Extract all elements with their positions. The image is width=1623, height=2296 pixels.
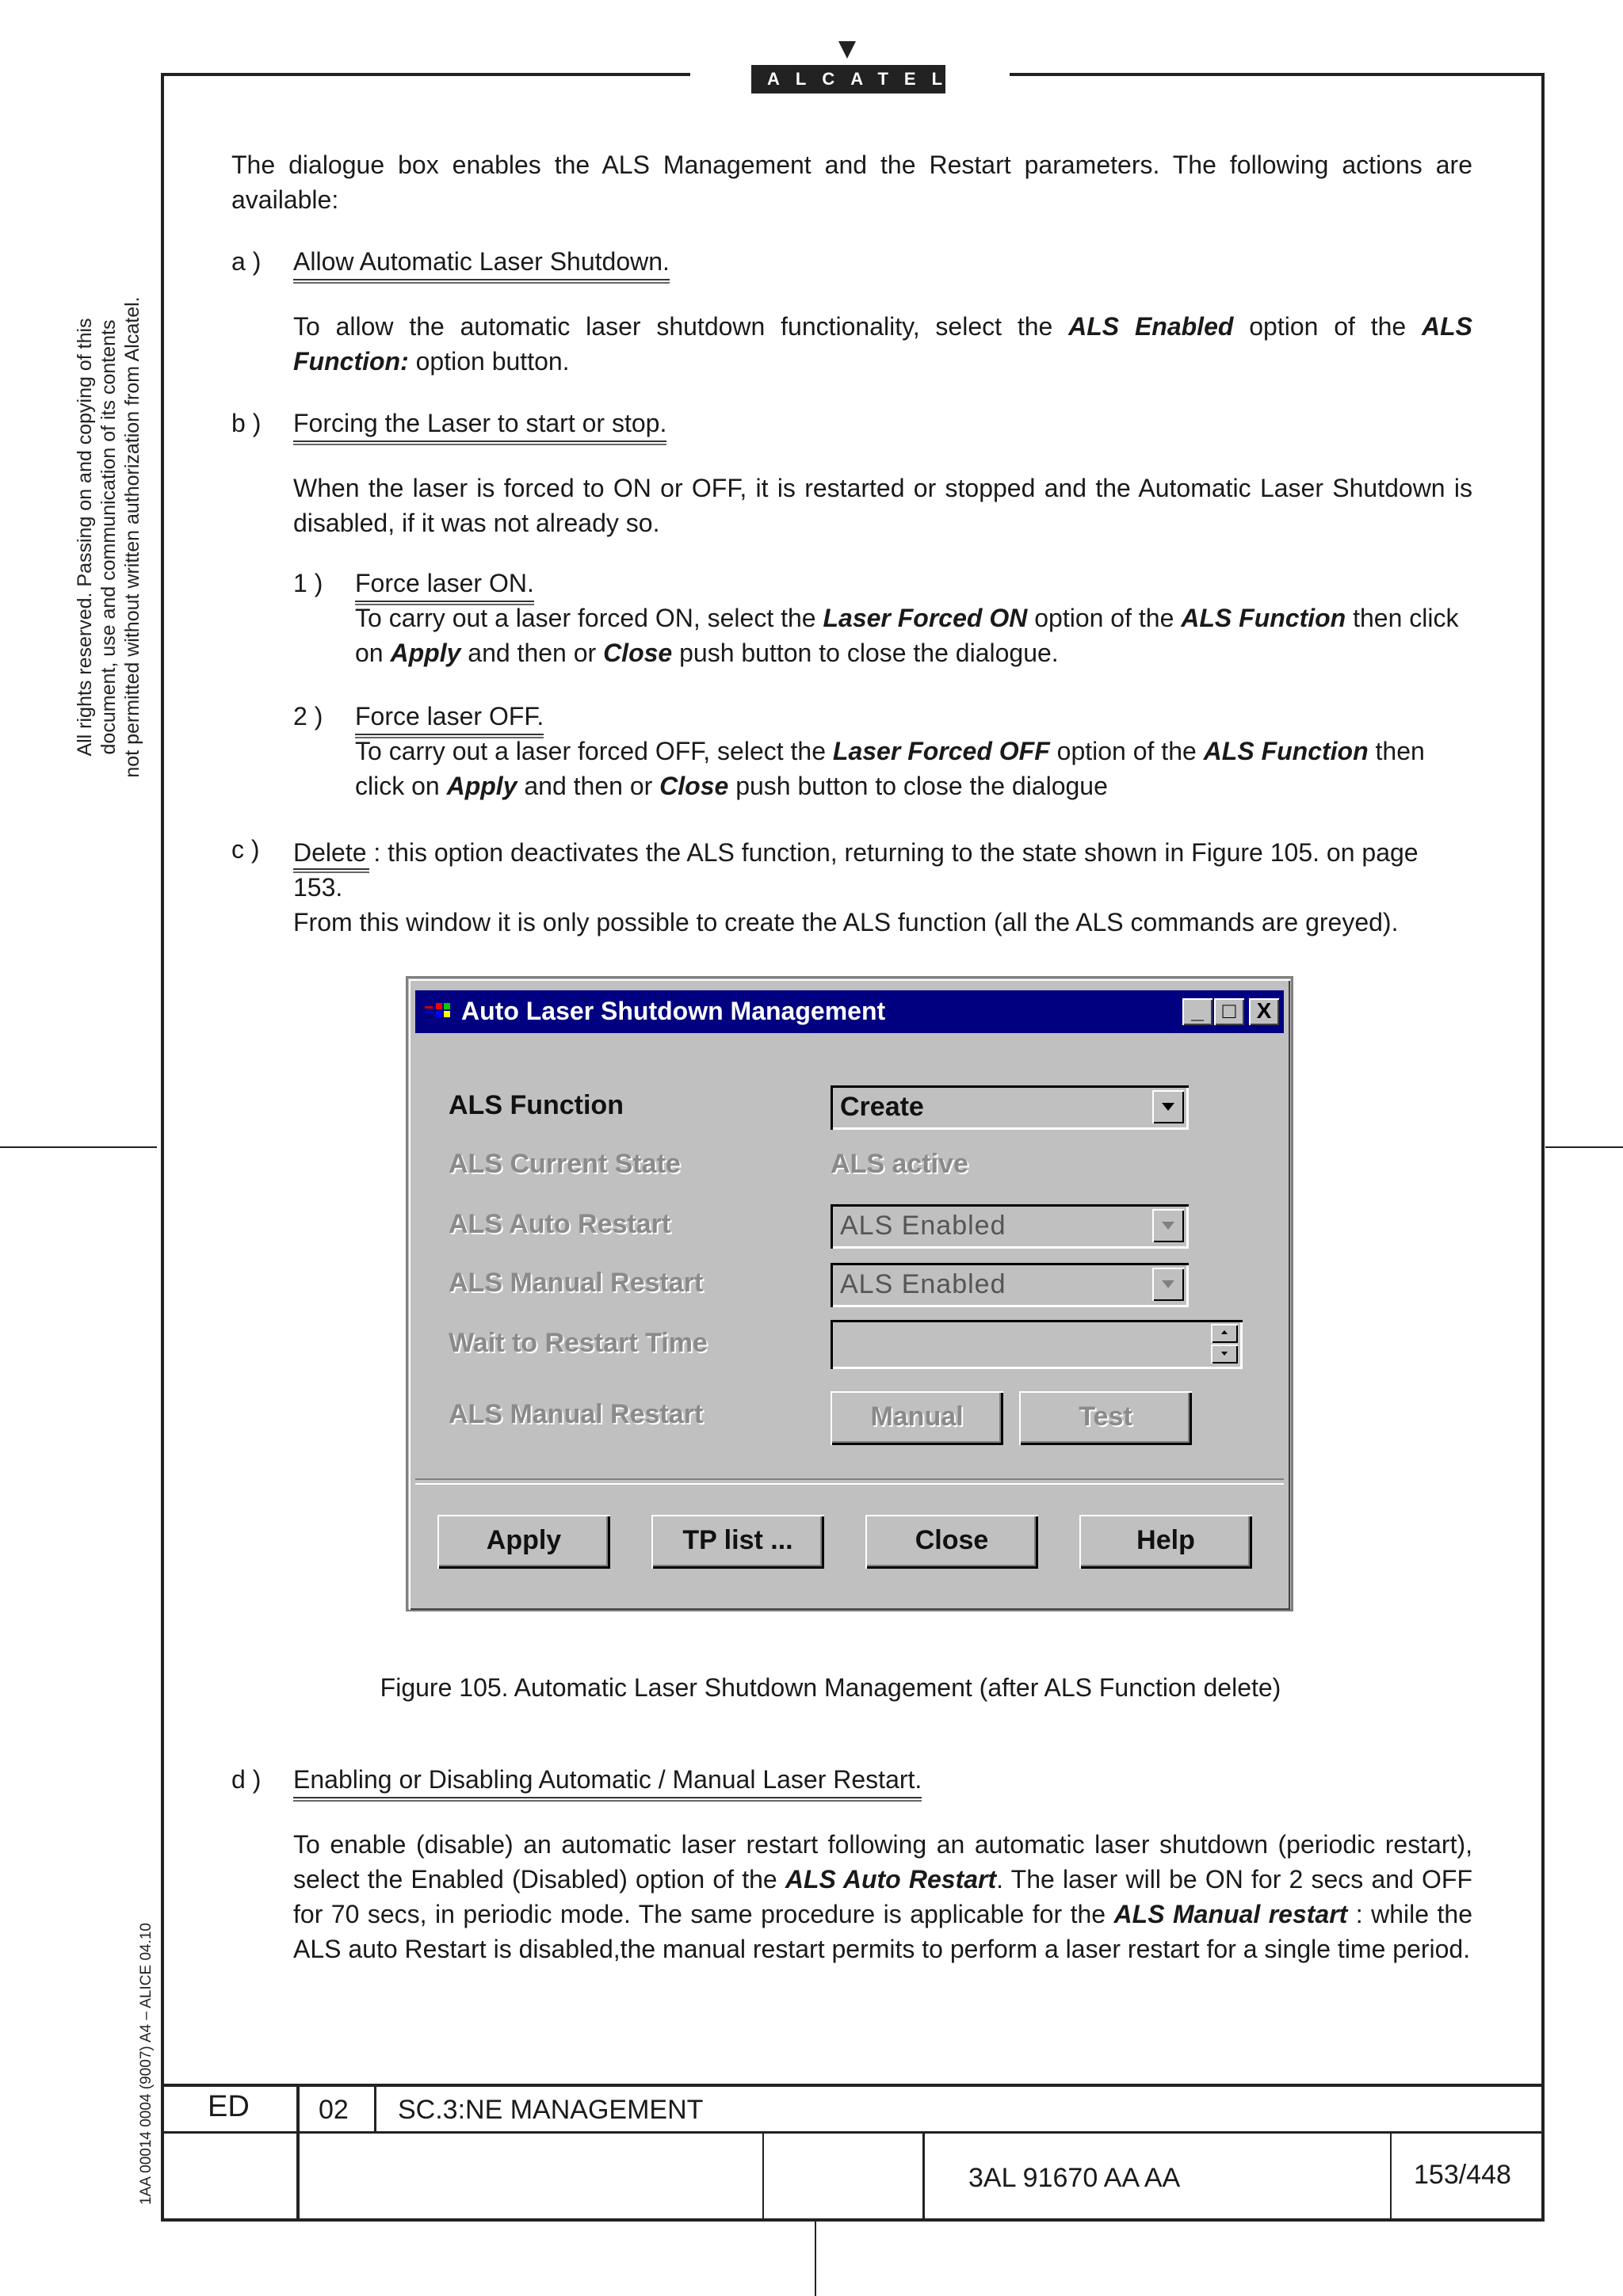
- item-paragraph: When the laser is forced to ON or OFF, it is restarted or stopped and the Automatic Laser Shutdown is disabled, if it was not already so.: [293, 474, 1472, 537]
- fold-mark-right: [1545, 1146, 1623, 1148]
- close-window-button[interactable]: X: [1249, 998, 1279, 1025]
- page-frame-right: [1541, 73, 1545, 2222]
- minimize-button[interactable]: _: [1182, 998, 1212, 1025]
- wait-to-restart-spinner[interactable]: [831, 1320, 1243, 1369]
- als-current-state-value: ALS active: [831, 1149, 968, 1179]
- item-marker: c ): [231, 835, 260, 864]
- als-manual-restart-label: ALS Manual Restart: [449, 1268, 704, 1298]
- item-heading: Allow Automatic Laser Shutdown.: [293, 247, 670, 284]
- footer-ed-value: 02: [319, 2095, 349, 2125]
- item-marker: b ): [231, 409, 262, 437]
- sub-item-paragraph: To carry out a laser forced ON, select the Laser Forced ON option of the ALS Function then click on Apply and then or Close push button to close the dialogue.: [355, 604, 1459, 667]
- dialog-title: Auto Laser Shutdown Management: [461, 997, 886, 1025]
- chevron-down-icon[interactable]: [1152, 1209, 1184, 1242]
- dialog-separator: [415, 1478, 1284, 1485]
- als-manual-restart-select[interactable]: ALS Enabled: [831, 1263, 1189, 1307]
- als-manual-restart-label-2: ALS Manual Restart: [449, 1399, 704, 1429]
- spinner-up-icon[interactable]: [1211, 1324, 1238, 1343]
- app-icon: [423, 1000, 455, 1024]
- als-management-dialog: [409, 979, 1290, 1610]
- apply-button[interactable]: Apply: [437, 1515, 610, 1569]
- sub-item-heading: Force laser OFF.: [355, 702, 544, 738]
- item-paragraph: To enable (disable) an automatic laser restart following an automatic laser shutdown (periodic restart), select the Enabled (Disabled) option of the ALS Auto Restart. The laser will be ON for 2 secs and OFF for 70 secs, in periodic mode. The same procedure is applicable for the ALS Manual restart : while the ALS auto Restart is disabled,the manual restart permits to perform a laser restart for a single time period.: [293, 1830, 1473, 1963]
- delete-underline: [293, 868, 369, 873]
- test-button[interactable]: Test: [1019, 1391, 1192, 1445]
- sub-item-marker: 2 ): [293, 702, 323, 730]
- wait-to-restart-label: Wait to Restart Time: [449, 1328, 708, 1358]
- intro-paragraph: The dialogue box enables the ALS Management and the Restart parameters. The following actions are available:: [231, 151, 1472, 214]
- item-paragraph: Delete : this option deactivates the ALS function, returning to the state shown in Figure 105. on page 153. From this window it is only possible to create the ALS function (all the ALS commands are greyed).: [293, 835, 1472, 940]
- item-marker: d ): [231, 1765, 262, 1794]
- fold-mark-bottom: [815, 2222, 816, 2296]
- tp-list-button[interactable]: TP list ...: [651, 1515, 824, 1569]
- logo-arrow-icon: [838, 41, 856, 59]
- footer-divider: [374, 2084, 376, 2131]
- footer-divider: [922, 2131, 925, 2220]
- footer-section: SC.3:NE MANAGEMENT: [398, 2095, 704, 2125]
- spinner-down-icon[interactable]: [1211, 1344, 1238, 1363]
- close-button[interactable]: Close: [865, 1515, 1038, 1569]
- copyright-notice: All rights reserved. Passing on and copying of this document, use and communication of its contents not permitted without written authorization from Alcatel.: [74, 296, 143, 778]
- als-function-label: ALS Function: [449, 1090, 624, 1120]
- maximize-button[interactable]: □: [1214, 998, 1244, 1025]
- item-heading: Forcing the Laser to start or stop.: [293, 409, 666, 445]
- delete-heading: Delete: [293, 838, 367, 867]
- als-function-select[interactable]: Create: [831, 1085, 1189, 1130]
- footer-divider: [1390, 2131, 1392, 2220]
- footer-ed-label: ED: [208, 2090, 250, 2123]
- sub-item-heading: Force laser ON.: [355, 569, 534, 605]
- als-auto-restart-label: ALS Auto Restart: [449, 1209, 671, 1239]
- alcatel-logo: ALCATEL: [751, 65, 945, 93]
- footer-divider: [296, 2084, 300, 2220]
- chevron-down-icon[interactable]: [1152, 1090, 1184, 1123]
- page-frame-left: [161, 73, 164, 2222]
- footer-top-rule: [161, 2084, 1545, 2087]
- help-button[interactable]: Help: [1079, 1515, 1252, 1569]
- item-marker: a ): [231, 247, 262, 276]
- item-paragraph: To allow the automatic laser shutdown functionality, select the ALS Enabled option of the ALS Function: option button.: [293, 312, 1473, 376]
- footer-doc-number: 3AL 91670 AA AA: [968, 2163, 1181, 2193]
- item-heading: Enabling or Disabling Automatic / Manual Laser Restart.: [293, 1765, 922, 1802]
- fold-mark-left: [0, 1146, 157, 1148]
- als-auto-restart-select[interactable]: ALS Enabled: [831, 1204, 1189, 1249]
- sub-item-paragraph: To carry out a laser forced OFF, select the Laser Forced OFF option of the ALS Function then click on Apply and then or Close push button to close the dialogue: [355, 737, 1425, 800]
- dialog-titlebar[interactable]: [415, 990, 1284, 1033]
- chevron-down-icon[interactable]: [1152, 1268, 1184, 1301]
- page-frame-top-left: [161, 73, 690, 76]
- footer-page-number: 153/448: [1414, 2160, 1511, 2190]
- footer-mid-rule: [161, 2131, 1545, 2134]
- page-frame-top-right: [1010, 73, 1545, 76]
- sub-item-marker: 1 ): [293, 569, 323, 597]
- document-code: 1AA 00014 0004 (9007) A4 – ALICE 04.10: [138, 1923, 155, 2206]
- page-frame-bottom: [161, 2218, 1545, 2222]
- manual-button[interactable]: Manual: [831, 1391, 1003, 1445]
- figure-caption: Figure 105. Automatic Laser Shutdown Management (after ALS Function delete): [380, 1673, 1281, 1702]
- als-current-state-label: ALS Current State: [449, 1149, 681, 1179]
- footer-divider: [762, 2131, 764, 2220]
